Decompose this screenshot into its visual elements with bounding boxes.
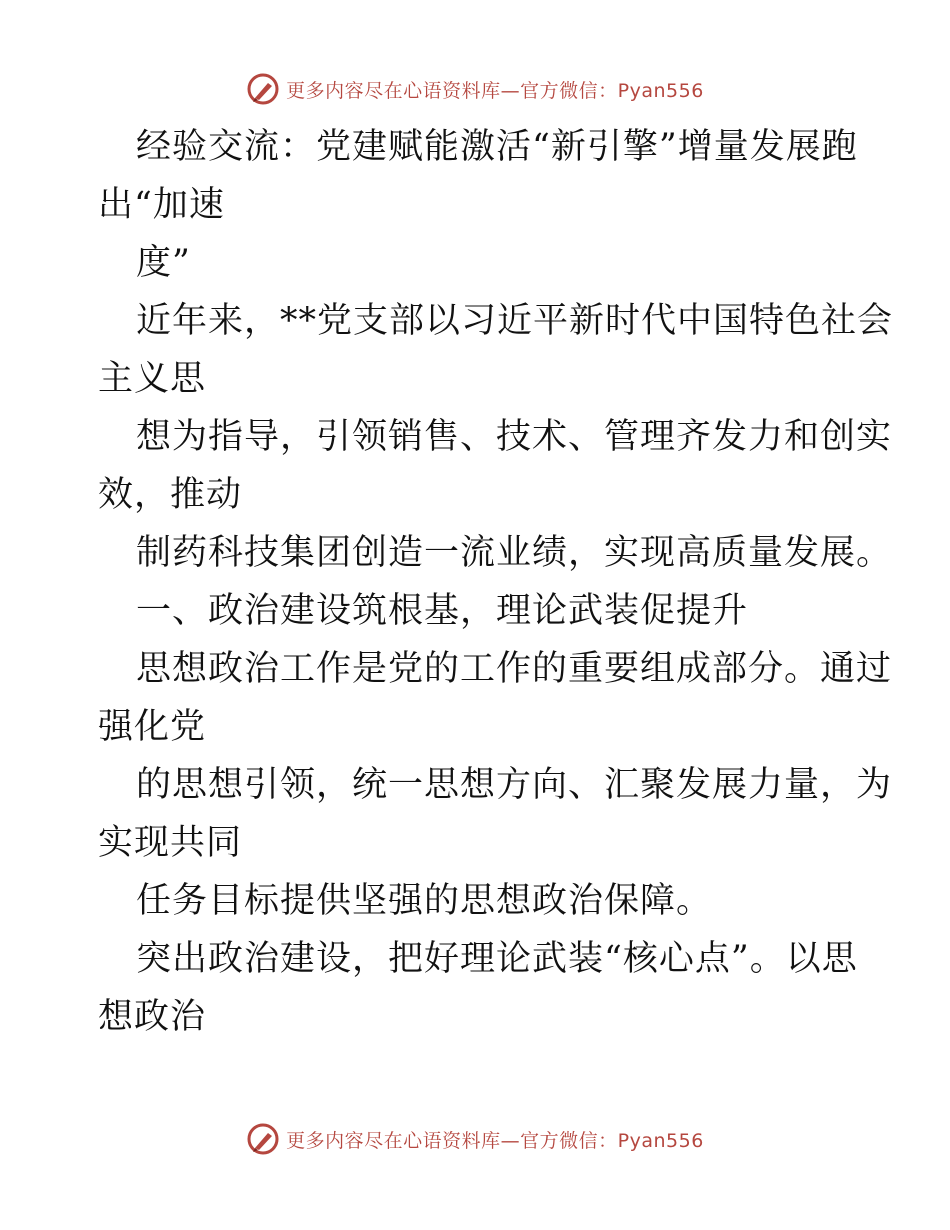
paragraph-line: 主义思: [98, 359, 207, 399]
title-line-3: 度”: [136, 243, 191, 283]
paragraph-line: 制药科技集团创造一流业绩，实现高质量发展。: [136, 533, 893, 573]
paragraph-line: 实现共同: [98, 823, 243, 863]
paragraph-line: 想政治: [98, 997, 207, 1037]
pen-logo-icon: [246, 1122, 280, 1156]
document-body: [98, 118, 894, 1046]
title-line-2: 出“加速: [98, 185, 225, 225]
footer-banner: [0, 1122, 950, 1156]
paragraph-line: 的思想引领，统一思想方向、汇聚发展力量，为: [136, 765, 893, 805]
paragraph-line: 突出政治建设，把好理论武装“核心点”。以思: [136, 939, 858, 979]
header-banner: [0, 72, 950, 106]
paragraph-line: 想为指导，引领销售、技术、管理齐发力和创实: [136, 417, 893, 457]
paragraph-line: 效，推动: [98, 475, 243, 515]
paragraph-line: 强化党: [98, 707, 207, 747]
pen-logo-icon: [246, 72, 280, 106]
paragraph-line: 任务目标提供坚强的思想政治保障。: [136, 881, 713, 921]
paragraph-line: 思想政治工作是党的工作的重要组成部分。通过: [136, 649, 893, 689]
banner-text: 更多内容尽在心语资料库—官方微信：Pyan556: [286, 1129, 704, 1152]
banner-text: 更多内容尽在心语资料库—官方微信：Pyan556: [286, 79, 704, 102]
paragraph-line: 近年来，**党支部以习近平新时代中国特色社会: [136, 301, 894, 341]
section-heading: 一、政治建设筑根基，理论武装促提升: [136, 591, 749, 631]
title-line-1: 经验交流：党建赋能激活“新引擎”增量发展跑: [136, 127, 858, 167]
